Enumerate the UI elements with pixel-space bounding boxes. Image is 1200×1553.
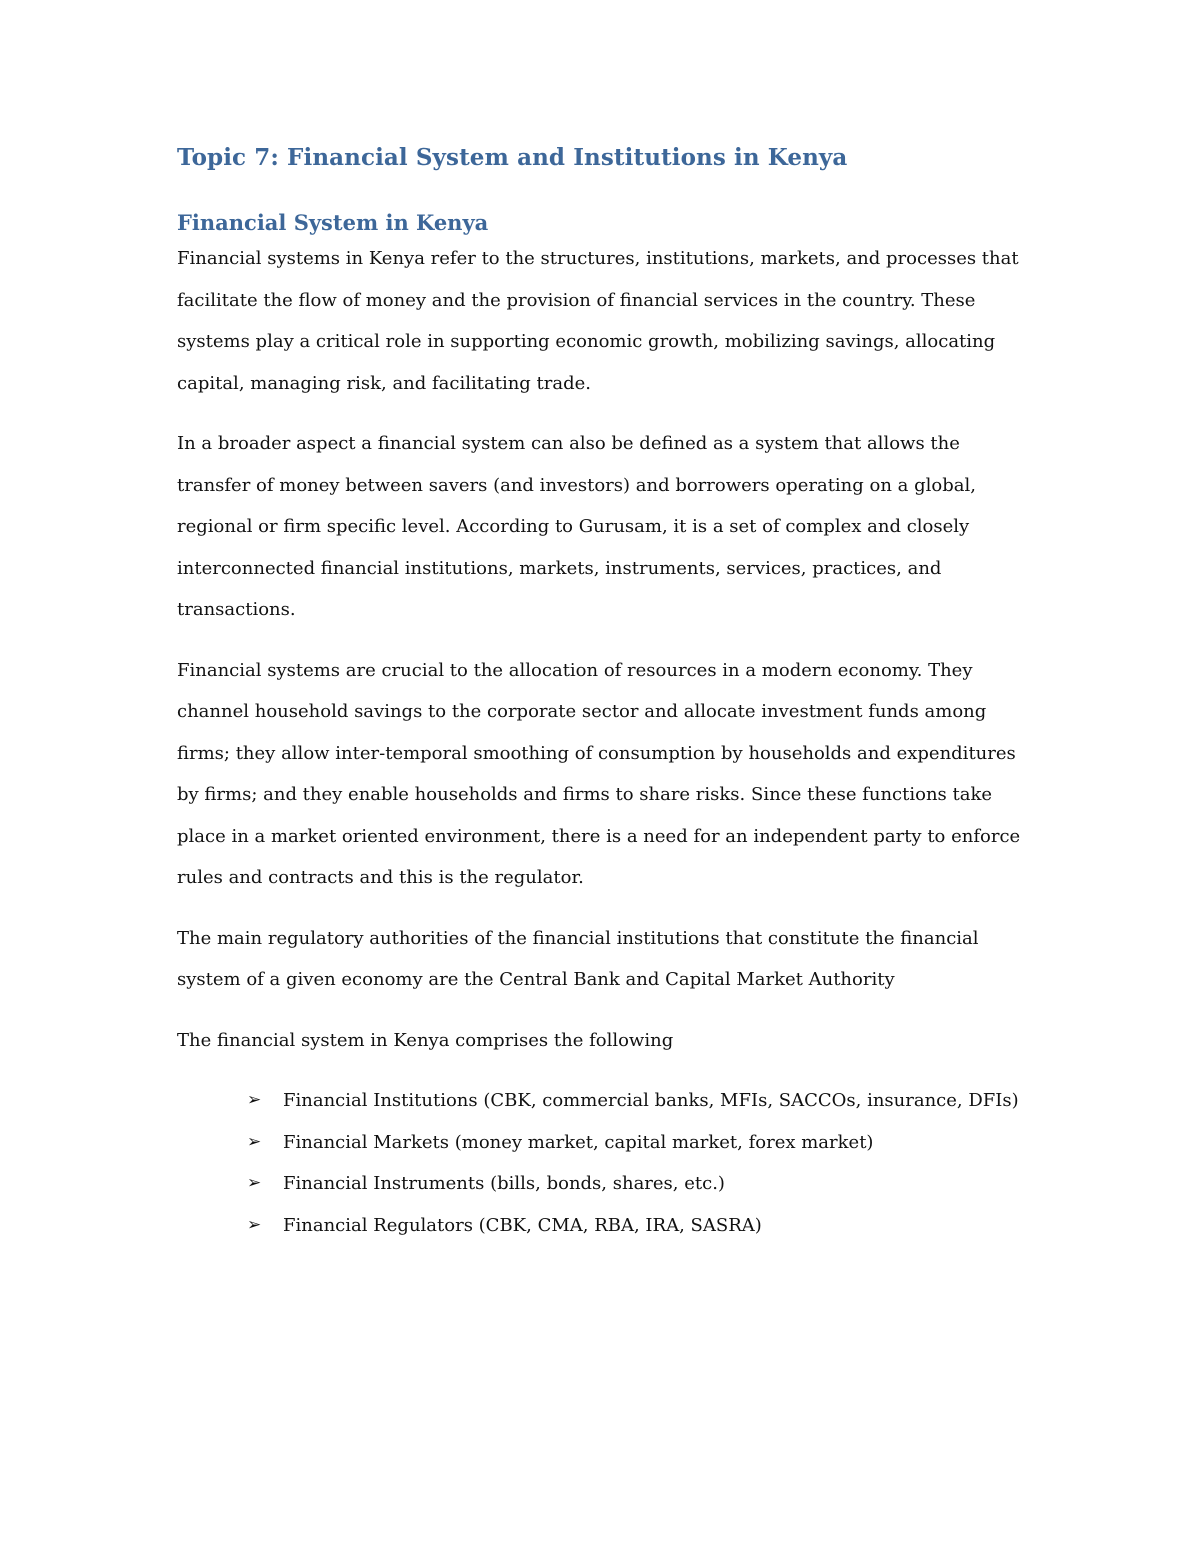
arrowhead-bullet-icon: ➢ (247, 1131, 262, 1152)
list-item (247, 1122, 1037, 1164)
section-heading: Financial System in Kenya (177, 210, 489, 235)
paragraph-definition: Financial systems in Kenya refer to the structures, institutions, markets, and processes that facilitate the flow of money and the provision of financial services in the country. These systems play a critical role in supporting economic growth, mobilizing savings, allocating capital, managing risk, and facilitating trade. (177, 248, 1019, 394)
list-item (247, 1205, 1037, 1247)
list-item-text: Financial Regulators (CBK, CMA, RBA, IRA, SASRA) (283, 1214, 762, 1236)
paragraph-allocation: Financial systems are crucial to the allocation of resources in a modern economy. They channel household savings to the corporate sector and allocate investment funds among firms; they allow inter-temporal smoothing of consumption by households and expenditures by firms; and they enable households and firms to share risks. Since these functions take place in a market oriented environment, there is a need for an independent party to enforce rules and contracts and this is the regulator. (177, 659, 1021, 888)
list-item-text: Financial Markets (money market, capital market, forex market) (283, 1131, 874, 1153)
components-list (177, 1080, 1037, 1246)
paragraph-regulatory-authorities: The main regulatory authorities of the financial institutions that constitute the financial system of a given economy are the Central Bank and Capital Market Authority (177, 927, 979, 990)
paragraph-list-intro: The financial system in Kenya comprises the following (177, 1029, 674, 1051)
paragraph-broader-aspect: In a broader aspect a financial system can also be defined as a system that allows the transfer of money between savers (and investors) and borrowers operating on a global, regional or firm specific level. According to Gurusam, it is a set of complex and closely interconnected financial institutions, markets, instruments, services, practices, and transactions. (177, 433, 976, 620)
list-item (247, 1163, 1037, 1205)
arrowhead-bullet-icon: ➢ (247, 1214, 262, 1235)
document-body (177, 140, 1037, 1246)
list-item-text: Financial Institutions (CBK, commercial banks, MFIs, SACCOs, insurance, DFIs) (283, 1090, 1019, 1111)
list-item (247, 1080, 1037, 1122)
arrowhead-bullet-icon: ➢ (247, 1090, 262, 1110)
list-item-text: Financial Instruments (bills, bonds, shares, etc.) (283, 1173, 725, 1194)
topic-title: Topic 7: Financial System and Institutions in Kenya (177, 144, 848, 171)
arrowhead-bullet-icon: ➢ (247, 1173, 262, 1193)
